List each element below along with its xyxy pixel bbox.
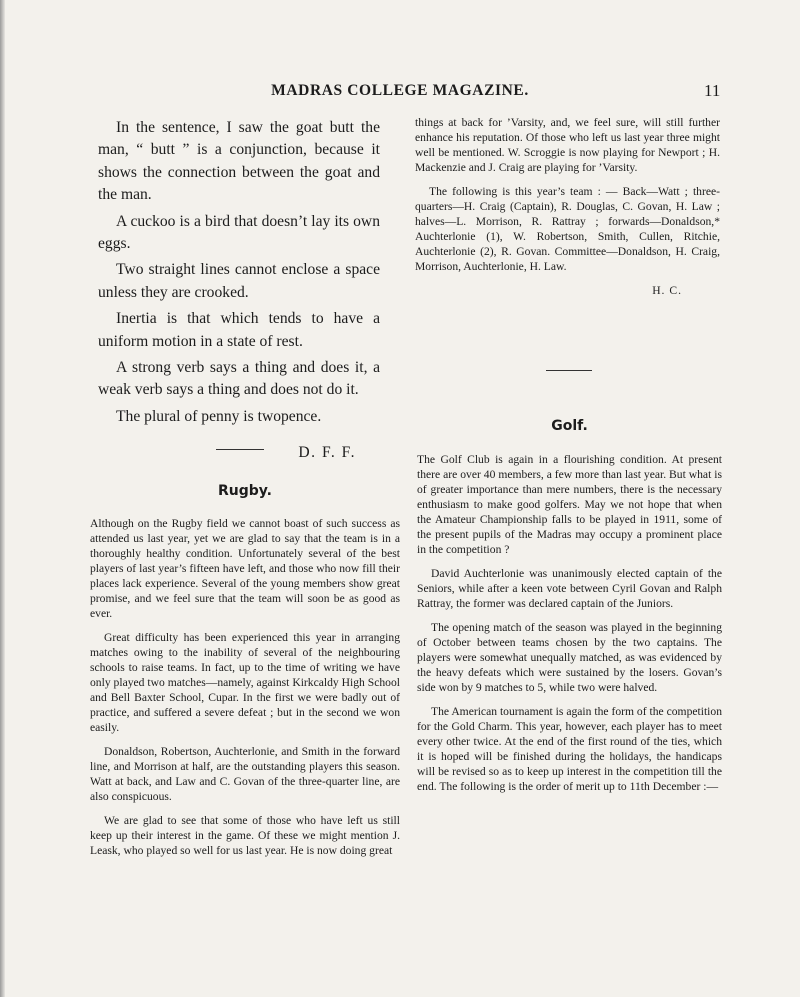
- rugby-paragraph: Great difficulty has been experienced this year in arranging matches owing to the inability of several of the neighbouring schools to raise teams. In fact, up to the time of writing we have only played two matches—namely, against Kirkcaldy High School and Bell Baxter School, Cupar. In the first we were badly out of practice, and suffered a severe defeat ; but in the second we won easily.: [90, 631, 400, 734]
- section-divider: [216, 449, 264, 450]
- page-edge: [0, 0, 5, 997]
- howler-paragraph: In the sentence, I saw the goat butt the man, “ butt ” is a conjunction, because it shows the connection between the goat and the man.: [98, 119, 380, 204]
- golf-paragraph: David Auchterlonie was unanimously elected captain of the Seniors, while after a keen vote between Cyril Govan and Ralph Rattray, the former was declared captain of the Juniors.: [417, 567, 722, 610]
- running-header: MADRAS COLLEGE MAGAZINE.: [271, 82, 529, 99]
- howler-paragraph: A cuckoo is a bird that doesn’t lay its own eggs.: [98, 212, 380, 253]
- rugby-paragraph: We are glad to see that some of those who have left us still keep up their interest in the game. Of these we might mention J. Leask, who played so well for us last year. He is now doing great: [90, 814, 400, 857]
- rugby-heading: Rugby.: [218, 483, 272, 499]
- rugby-paragraph: Although on the Rugby field we cannot boast of such success as attended us last year, yet we are glad to say that the team is in a thoroughly healthy condition. Unfortunately several of the best players of last year’s fifteen have left, and those who now fill their places lack experience. Several of the young members show great promise, and we feel sure that the team will soon be as good as ever.: [90, 517, 400, 620]
- golf-paragraph: The opening match of the season was played in the beginning of October between teams chosen by the two captains. The players were somewhat unequally matched, as was evidenced by the heavy defeats which were sustained by the losers. Govan’s side won by 9 matches to 5, while two were halved.: [417, 621, 722, 694]
- howler-paragraph: Two straight lines cannot enclose a space unless they are crooked.: [98, 261, 380, 301]
- section-divider: [546, 370, 592, 371]
- rugby-continuation: things at back for ’Varsity, and, we feel sure, will still further enhance his reputation. Of those who left us last year three might well be mentioned. W. Scroggie is now playing for Newport ; H. Mackenzie and J. Craig are playing for ’Varsity.: [415, 116, 720, 174]
- rugby-team-list: The following is this year’s team : — Back—Watt ; three-quarters—H. Craig (Captain), R. Douglas, C. Govan, H. Law ; halves—L. Morrison, R. Rattray ; forwards—Donaldson,* Auchterlonie (1), W. Robertson, Smith, Cullen, Ritchie, Auchterlonie (2), R. Govan. Committee—Donaldson, H. Craig, Morrison, Auchterlonie, H. Law.: [415, 185, 720, 273]
- golf-paragraph: The American tournament is again the form of the competition for the Gold Charm. This year, however, each player has to meet every other twice. At the end of the first round of the ties, which it is hoped will be finished during the holidays, the handicaps will be revised so as to keep up interest in the competition till the end. The following is the order of merit up to 11th December :—: [417, 705, 722, 793]
- howler-paragraph: The plural of penny is twopence.: [116, 407, 322, 425]
- page-number: 11: [704, 81, 721, 100]
- golf-heading: Golf.: [551, 418, 588, 434]
- howler-paragraph: Inertia is that which tends to have a uniform motion in a state of rest.: [98, 310, 380, 350]
- author-signature: H. C.: [652, 284, 682, 297]
- rugby-paragraph: Donaldson, Robertson, Auchterlonie, and Smith in the forward line, and Morrison at half, are the outstanding players this season. Watt at back, and Law and C. Govan of the three-quarter line, are also conspicuous.: [90, 745, 400, 803]
- author-signature: D. F. F.: [298, 444, 356, 462]
- golf-paragraph: The Golf Club is again in a flourishing condition. At present there are over 40 members, a few more than last year. But what is of greater importance than mere numbers, there is the necessary enthusiasm to make good golfers. May we not hope that when the Amateur Championship falls to be played in 1911, some of the present pupils of the Madras may occupy a prominent place in the competition ?: [417, 453, 722, 556]
- golf-section: [417, 452, 722, 803]
- howlers-section: [98, 117, 380, 469]
- howler-paragraph: A strong verb says a thing and does it, a weak verb says a thing and does not do it.: [98, 359, 380, 399]
- rugby-section: [90, 516, 400, 867]
- rugby-continued-section: [415, 115, 720, 307]
